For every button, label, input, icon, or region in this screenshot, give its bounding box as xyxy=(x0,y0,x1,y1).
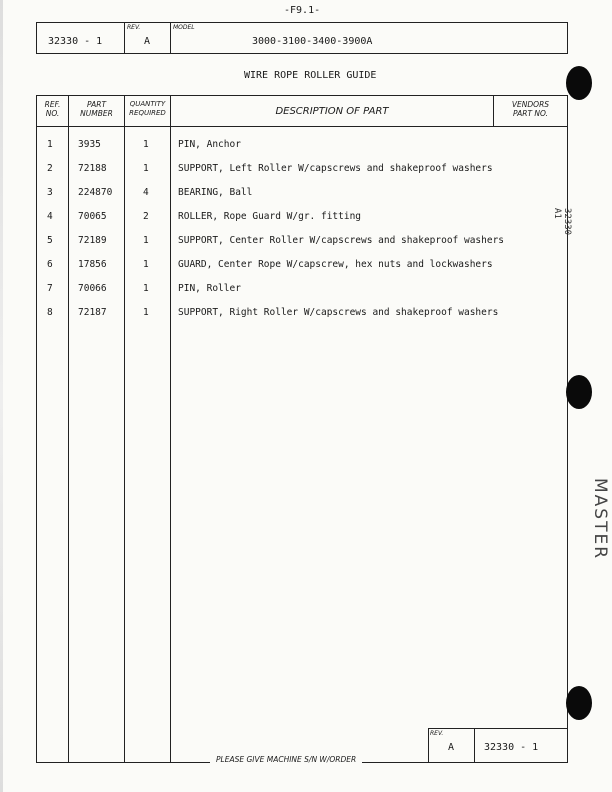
col-header-quantity: QUANTITY REQUIRED xyxy=(129,100,166,117)
ref-no: 2 xyxy=(47,163,53,174)
model-label: MODEL xyxy=(173,24,195,31)
ref-no: 5 xyxy=(47,235,53,246)
footer-doc-number: 32330 - 1 xyxy=(484,742,539,753)
part-number: 17856 xyxy=(78,259,107,270)
punch-hole xyxy=(566,686,592,720)
footer-note: PLEASE GIVE MACHINE S/N W/ORDER xyxy=(210,755,362,764)
ref-no: 6 xyxy=(47,259,53,270)
ref-no: 7 xyxy=(47,283,53,294)
scan-edge xyxy=(0,0,3,792)
master-stamp: MASTER xyxy=(590,478,610,561)
ref-no: 4 xyxy=(47,211,53,222)
ref-no: 8 xyxy=(47,307,53,318)
part-number: 72187 xyxy=(78,307,107,318)
part-number: 224870 xyxy=(78,187,113,198)
description: SUPPORT, Right Roller W/capscrews and shakeproof washers xyxy=(178,307,499,318)
ref-no: 3 xyxy=(47,187,53,198)
part-number: 70065 xyxy=(78,211,107,222)
description: PIN, Roller xyxy=(178,283,241,294)
part-number: 72189 xyxy=(78,235,107,246)
quantity: 1 xyxy=(143,163,149,174)
rev-value: A xyxy=(144,36,151,47)
ref-no: 1 xyxy=(47,139,53,150)
description: PIN, Anchor xyxy=(178,139,241,150)
page-title: WIRE ROPE ROLLER GUIDE xyxy=(244,70,377,81)
col-header-part-number: PART NUMBER xyxy=(80,100,113,118)
punch-hole xyxy=(566,375,592,409)
description: ROLLER, Rope Guard W/gr. fitting xyxy=(178,211,362,222)
model-value: 3000-3100-3400-3900A xyxy=(252,36,373,47)
description: SUPPORT, Left Roller W/capscrews and shakeproof washers xyxy=(178,163,493,174)
quantity: 1 xyxy=(143,259,149,270)
col-header-ref: REF. NO. xyxy=(44,100,61,118)
doc-number: 32330 - 1 xyxy=(48,36,103,47)
footer-rev-label: REV. xyxy=(430,730,444,737)
page-code: -F9.1- xyxy=(284,5,321,16)
quantity: 1 xyxy=(143,235,149,246)
rev-label: REV. xyxy=(127,24,141,31)
quantity: 4 xyxy=(143,187,149,198)
quantity: 2 xyxy=(143,211,149,222)
description: BEARING, Ball xyxy=(178,187,253,198)
punch-hole xyxy=(566,66,592,100)
quantity: 1 xyxy=(143,139,149,150)
description: GUARD, Center Rope W/capscrew, hex nuts and lockwashers xyxy=(178,259,493,270)
margin-stamp: 32330 A1 xyxy=(552,208,572,236)
col-header-description: DESCRIPTION OF PART xyxy=(275,106,389,117)
quantity: 1 xyxy=(143,283,149,294)
col-header-vendors: VENDORS PART NO. xyxy=(511,100,550,118)
quantity: 1 xyxy=(143,307,149,318)
part-number: 70066 xyxy=(78,283,107,294)
part-number: 72188 xyxy=(78,163,107,174)
part-number: 3935 xyxy=(78,139,101,150)
footer-rev-value: A xyxy=(448,742,455,753)
description: SUPPORT, Center Roller W/capscrews and shakeproof washers xyxy=(178,235,505,246)
